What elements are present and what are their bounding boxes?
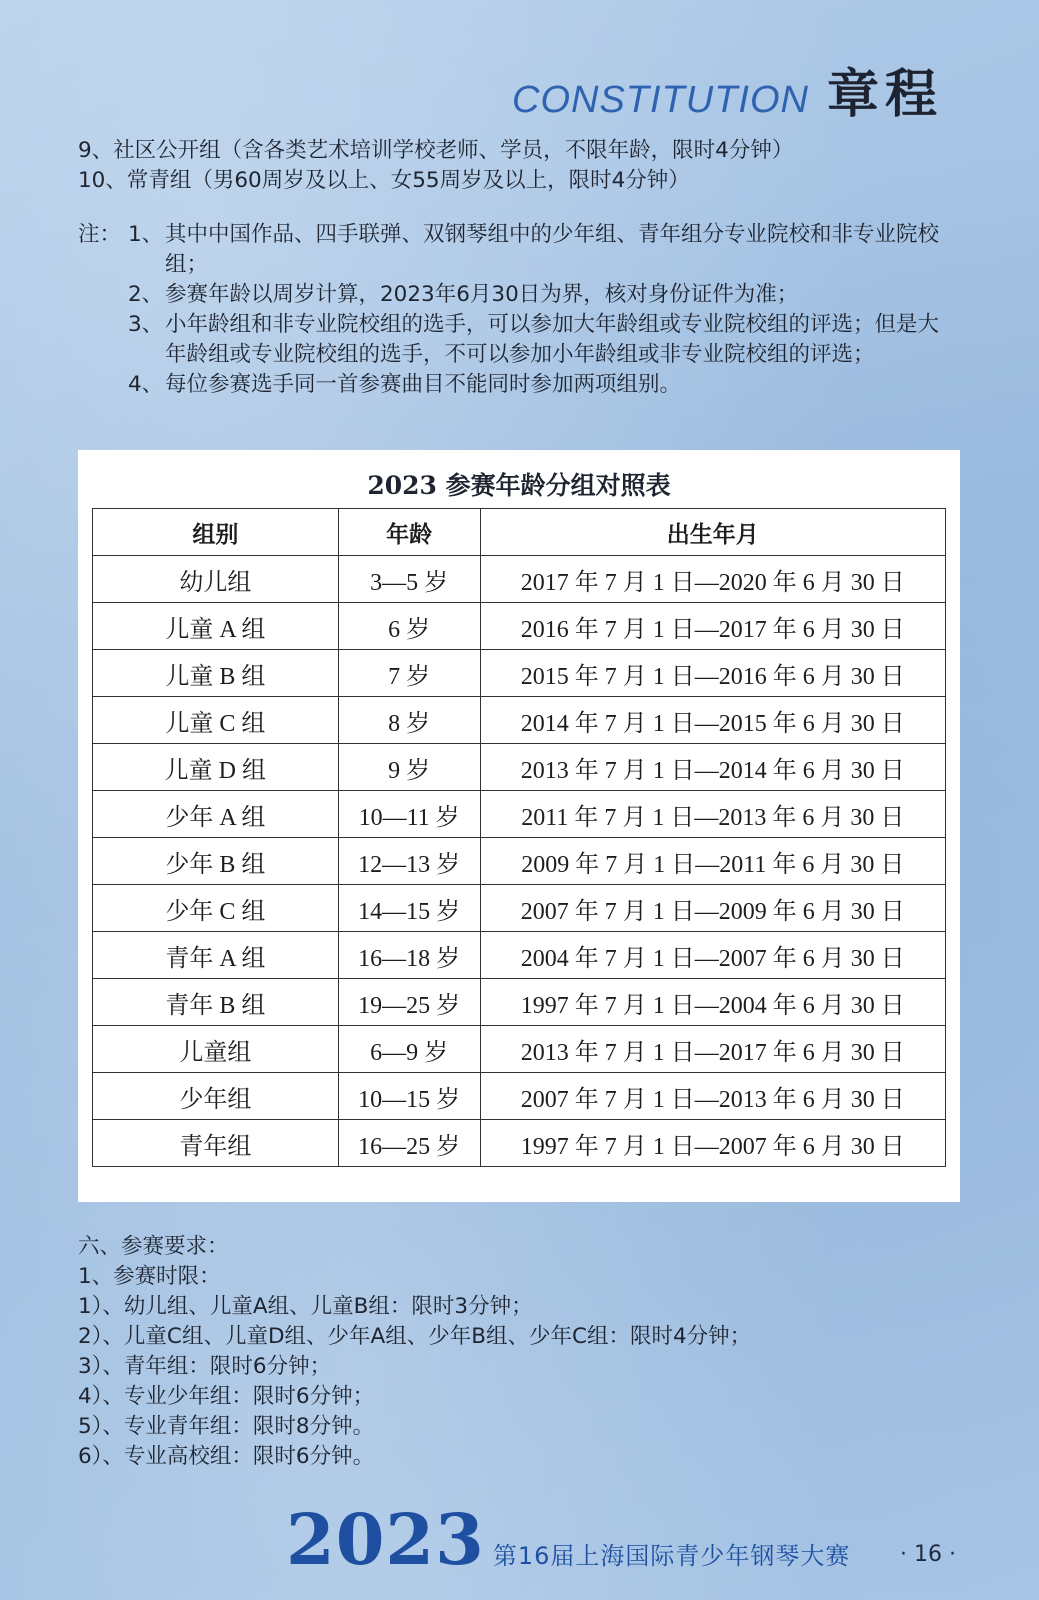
cell-age: 12—13 岁 xyxy=(338,838,480,885)
table-row xyxy=(93,885,946,932)
cell-age: 16—25 岁 xyxy=(338,1120,480,1167)
group-item-10: 10、常青组（男60周岁及以上、女55周岁及以上，限时4分钟） xyxy=(78,168,690,193)
cell-group: 少年 C 组 xyxy=(93,885,339,932)
page-footer xyxy=(286,1498,850,1581)
cell-birth: 2017 年 7 月 1 日—2020 年 6 月 30 日 xyxy=(480,556,945,603)
cell-group: 少年 B 组 xyxy=(93,838,339,885)
note-2-text: 参赛年龄以周岁计算，2023年6月30日为界，核对身份证件为准； xyxy=(165,282,799,307)
cell-group: 幼儿组 xyxy=(93,556,339,603)
note-3 xyxy=(78,310,968,370)
note-1-text: 其中中国作品、四手联弹、双钢琴组中的少年组、青年组分专业院校和非专业院校组； xyxy=(165,222,940,277)
age-table-card xyxy=(78,450,960,1202)
cell-birth: 2007 年 7 月 1 日—2009 年 6 月 30 日 xyxy=(480,885,945,932)
cell-group: 儿童组 xyxy=(93,1026,339,1073)
table-row xyxy=(93,650,946,697)
cell-birth: 2013 年 7 月 1 日—2014 年 6 月 30 日 xyxy=(480,744,945,791)
table-row xyxy=(93,556,946,603)
cell-age: 9 岁 xyxy=(338,744,480,791)
notes-lead: 注： xyxy=(78,222,122,247)
cell-group: 青年 B 组 xyxy=(93,979,339,1026)
table-row xyxy=(93,697,946,744)
cell-birth: 2009 年 7 月 1 日—2011 年 6 月 30 日 xyxy=(480,838,945,885)
cell-age: 16—18 岁 xyxy=(338,932,480,979)
cell-group: 青年组 xyxy=(93,1120,339,1167)
group-list-continued xyxy=(78,136,968,196)
note-4-num: 4、 xyxy=(128,372,164,397)
note-1 xyxy=(78,220,968,280)
cell-age: 6—9 岁 xyxy=(338,1026,480,1073)
cell-age: 8 岁 xyxy=(338,697,480,744)
cell-age: 10—15 岁 xyxy=(338,1073,480,1120)
footer-year: 2023 xyxy=(286,1498,485,1581)
footer-title: 第16届上海国际青少年钢琴大赛 xyxy=(492,1542,851,1570)
age-table-body xyxy=(93,556,946,1167)
table-row xyxy=(93,838,946,885)
cell-group: 儿童 A 组 xyxy=(93,603,339,650)
group-item-9: 9、社区公开组（含各类艺术培训学校老师、学员，不限年龄，限时4分钟） xyxy=(78,138,794,163)
note-4-text: 每位参赛选手同一首参赛曲目不能同时参加两项组别。 xyxy=(165,372,682,397)
table-row xyxy=(93,979,946,1026)
cell-age: 19—25 岁 xyxy=(338,979,480,1026)
note-2 xyxy=(78,280,968,310)
header-title-zh: 章程 xyxy=(826,64,943,125)
cell-age: 6 岁 xyxy=(338,603,480,650)
column-header-group: 组别 xyxy=(93,509,339,556)
cell-group: 少年组 xyxy=(93,1073,339,1120)
page-header xyxy=(512,52,943,127)
requirement-item-5: 5）、专业青年组：限时8分钟。 xyxy=(78,1414,375,1439)
cell-birth: 2016 年 7 月 1 日—2017 年 6 月 30 日 xyxy=(480,603,945,650)
column-header-birth: 出生年月 xyxy=(480,509,945,556)
cell-age: 10—11 岁 xyxy=(338,791,480,838)
requirements-section xyxy=(78,1232,968,1472)
cell-group: 少年 A 组 xyxy=(93,791,339,838)
note-3-num: 3、 xyxy=(128,312,164,337)
header-title-en: CONSTITUTION xyxy=(512,79,809,121)
cell-group: 儿童 D 组 xyxy=(93,744,339,791)
page-number: · 16 · xyxy=(900,1542,956,1567)
table-row xyxy=(93,1073,946,1120)
cell-birth: 2004 年 7 月 1 日—2007 年 6 月 30 日 xyxy=(480,932,945,979)
requirement-item-3: 3）、青年组：限时6分钟； xyxy=(78,1354,332,1379)
note-4 xyxy=(78,370,968,400)
table-row xyxy=(93,603,946,650)
table-row xyxy=(93,1120,946,1167)
table-header-row xyxy=(93,509,946,556)
cell-birth: 2007 年 7 月 1 日—2013 年 6 月 30 日 xyxy=(480,1073,945,1120)
cell-birth: 1997 年 7 月 1 日—2007 年 6 月 30 日 xyxy=(480,1120,945,1167)
table-row xyxy=(93,791,946,838)
requirement-item-6: 6）、专业高校组：限时6分钟。 xyxy=(78,1444,375,1469)
cell-birth: 2015 年 7 月 1 日—2016 年 6 月 30 日 xyxy=(480,650,945,697)
requirements-heading: 六、参赛要求： xyxy=(78,1234,229,1259)
cell-group: 儿童 B 组 xyxy=(93,650,339,697)
note-2-num: 2、 xyxy=(128,282,164,307)
cell-age: 7 岁 xyxy=(338,650,480,697)
cell-birth: 1997 年 7 月 1 日—2004 年 6 月 30 日 xyxy=(480,979,945,1026)
cell-group: 青年 A 组 xyxy=(93,932,339,979)
cell-birth: 2013 年 7 月 1 日—2017 年 6 月 30 日 xyxy=(480,1026,945,1073)
table-row xyxy=(93,744,946,791)
note-1-num: 1、 xyxy=(128,222,164,247)
requirement-item-2: 2）、儿童C组、儿童D组、少年A组、少年B组、少年C组：限时4分钟； xyxy=(78,1324,752,1349)
notes-section xyxy=(78,220,968,400)
cell-age: 14—15 岁 xyxy=(338,885,480,932)
note-3-text: 小年龄组和非专业院校组的选手，可以参加大年龄组或专业院校组的评选；但是大年龄组或专业院校组的选手，不可以参加小年龄组或非专业院校组的评选； xyxy=(165,312,940,367)
requirements-subheading: 1、参赛时限： xyxy=(78,1264,221,1289)
cell-age: 3—5 岁 xyxy=(338,556,480,603)
table-row xyxy=(93,1026,946,1073)
requirement-item-4: 4）、专业少年组：限时6分钟； xyxy=(78,1384,375,1409)
age-group-table xyxy=(92,508,946,1167)
cell-birth: 2011 年 7 月 1 日—2013 年 6 月 30 日 xyxy=(480,791,945,838)
cell-birth: 2014 年 7 月 1 日—2015 年 6 月 30 日 xyxy=(480,697,945,744)
table-row xyxy=(93,932,946,979)
age-table-title: 2023 参赛年龄分组对照表 xyxy=(367,471,671,500)
cell-group: 儿童 C 组 xyxy=(93,697,339,744)
column-header-age: 年龄 xyxy=(338,509,480,556)
requirement-item-1: 1）、幼儿组、儿童A组、儿童B组：限时3分钟； xyxy=(78,1294,533,1319)
